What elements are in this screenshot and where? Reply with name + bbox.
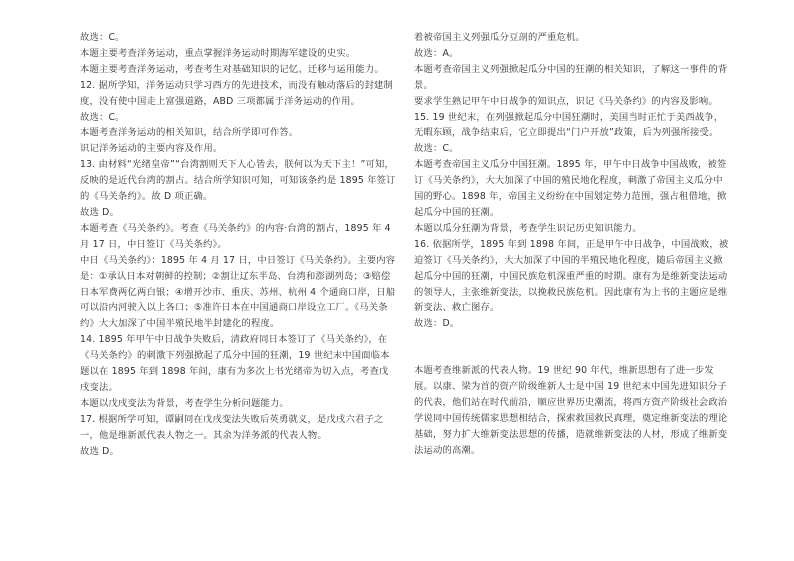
left-line-12: 14. 1895 年甲午中日战争失败后，清政府同日本签订了《马关条约》，在《马关条约》的刺激下列强掀起了瓜分中国的狂潮，19 世纪末中国面临本题以在 1895 年到 1898 年间，康有为多次上书光绪帝为切入点，考查戊戌变法。 (80, 334, 390, 393)
right-line-8: 本题以瓜分狂潮为背景，考查学生识记历史知识能力。 (414, 222, 642, 234)
right-line-3: 本题考查帝国主义列强掀起瓜分中国的狂潮的相关知识，了解这一事件的背景。 (414, 63, 728, 91)
right-line-7: 本题考查帝国主义瓜分中国狂潮。1895 年，甲午中日战争中国战败，被签订《马关条约》，大大加深了中国的殖民地化程度，刺激了帝国主义瓜分中国的野心。1898 年，帝国主义纷纷在中国划定势力范围，强占租借地，掀起瓜分中国的狂潮。 (414, 159, 727, 218)
right-line-4: 要求学生熟记甲午中日战争的知识点，识记《马关条约》的内容及影响。 (414, 95, 718, 107)
left-line-7: 识记洋务运动的主要内容及作用。 (80, 143, 223, 155)
left-line-2: 本题主要考查洋务运动，重点掌握洋务运动时期海军建设的史实。 (80, 47, 356, 59)
left-line-3: 本题主要考查洋务运动，考查考生对基础知识的记忆、迁移与运用能力。 (80, 63, 384, 75)
right-line-6: 故选：C。 (414, 143, 459, 155)
right-answer-column (414, 30, 730, 459)
right-line-5: 15. 19 世纪末，在列强掀起瓜分中国狂潮时，美国当时正忙于美西战争，无暇东顾，战争结束后，它立即提出“门户开放”政策，后为列强所接受。 (414, 111, 724, 139)
left-line-6: 本题考查洋务运动的相关知识，结合所学即可作答。 (80, 127, 299, 139)
right-line-10: 故选：D。 (414, 318, 460, 330)
left-line-1: 故选：C。 (80, 32, 125, 43)
left-line-11: 中日《马关条约》：1895 年 4 月 17 日，中日签订《马关条约》。主要内容是：①承认日本对朝鲜的控制；②割让辽东半岛、台湾和澎湖列岛；③赔偿日本军费两亿两白银；④增开沙市、重庆、苏州、杭州 4 个通商口岸，日船可以沿内河驶入以上各口；⑤准许日本在中国通商口岸设立工厂。《马关条约》大大加深了中国半殖民地半封建化的程度。 (80, 254, 396, 330)
left-line-5: 故选：C。 (80, 111, 125, 123)
left-answer-column (80, 30, 396, 459)
left-line-10: 本题考查《马关条约》。考查《马关条约》的内容·台湾的割占，1895 年 4 月 17 日，中日签订《马关条约》。 (80, 222, 391, 250)
left-line-9: 故选 D。 (80, 206, 120, 218)
right-line-2: 故选：A。 (414, 47, 459, 59)
left-line-15: 故选 D。 (80, 445, 120, 457)
right-line-1: 着被帝国主义列强瓜分豆剖的严重危机。 (414, 32, 585, 43)
left-line-13: 本题以戊戌变法为背景，考查学生分析问题能力。 (80, 397, 289, 409)
left-line-8: 13. 由材料“光绪皇帝”“台湾割则天下人心皆去，朕何以为天下主！”可知，反映的是近代台湾的割占。结合所学知识可知，可知该条约是 1895 年签订的《马关条约》。故 D 项正确。 (80, 159, 396, 203)
right-line-11: 本题考查维新派的代表人物。19 世纪 90 年代，维新思想有了进一步发展。以康、梁为首的资产阶级维新人士是中国 19 世纪末中国先进知识分子的代表，他们站在时代前沿，顺应世界历史潮流，将西方资产阶级社会政治学说同中国传统儒家思想相结合，探索救国救民真理，奠定维新变法的理论基础，努力扩大维新变法思想的传播，造就维新变法的人材，形成了维新变法运动的高潮。 (414, 365, 728, 456)
left-line-14: 17. 根据所学可知，谭嗣同在戊戌变法失败后英勇就义，是戊戌六君子之一，他是维新派代表人物之一。其余为洋务派的代表人物。 (80, 413, 384, 441)
paragraph-gap (414, 332, 730, 363)
right-line-9: 16. 依据所学，1895 年到 1898 年间，正是甲午中日战争，中国战败，被迫签订《马关条约》，大大加深了中国的半殖民地化程度，随后帝国主义掀起瓜分中国的狂潮，中国民族危机深重严重的时期。康有为是维新变法运动的领导人，主张维新变法，以挽救民族危机。因此康有为上书的主题应是维新变法、救亡图存。 (414, 238, 729, 314)
left-line-4: 12. 据所学知，洋务运动只学习西方的先进技术，而没有触动落后的封建制度，没有使中国走上富强道路，ABD 三项都属于洋务运动的作用。 (80, 79, 393, 107)
